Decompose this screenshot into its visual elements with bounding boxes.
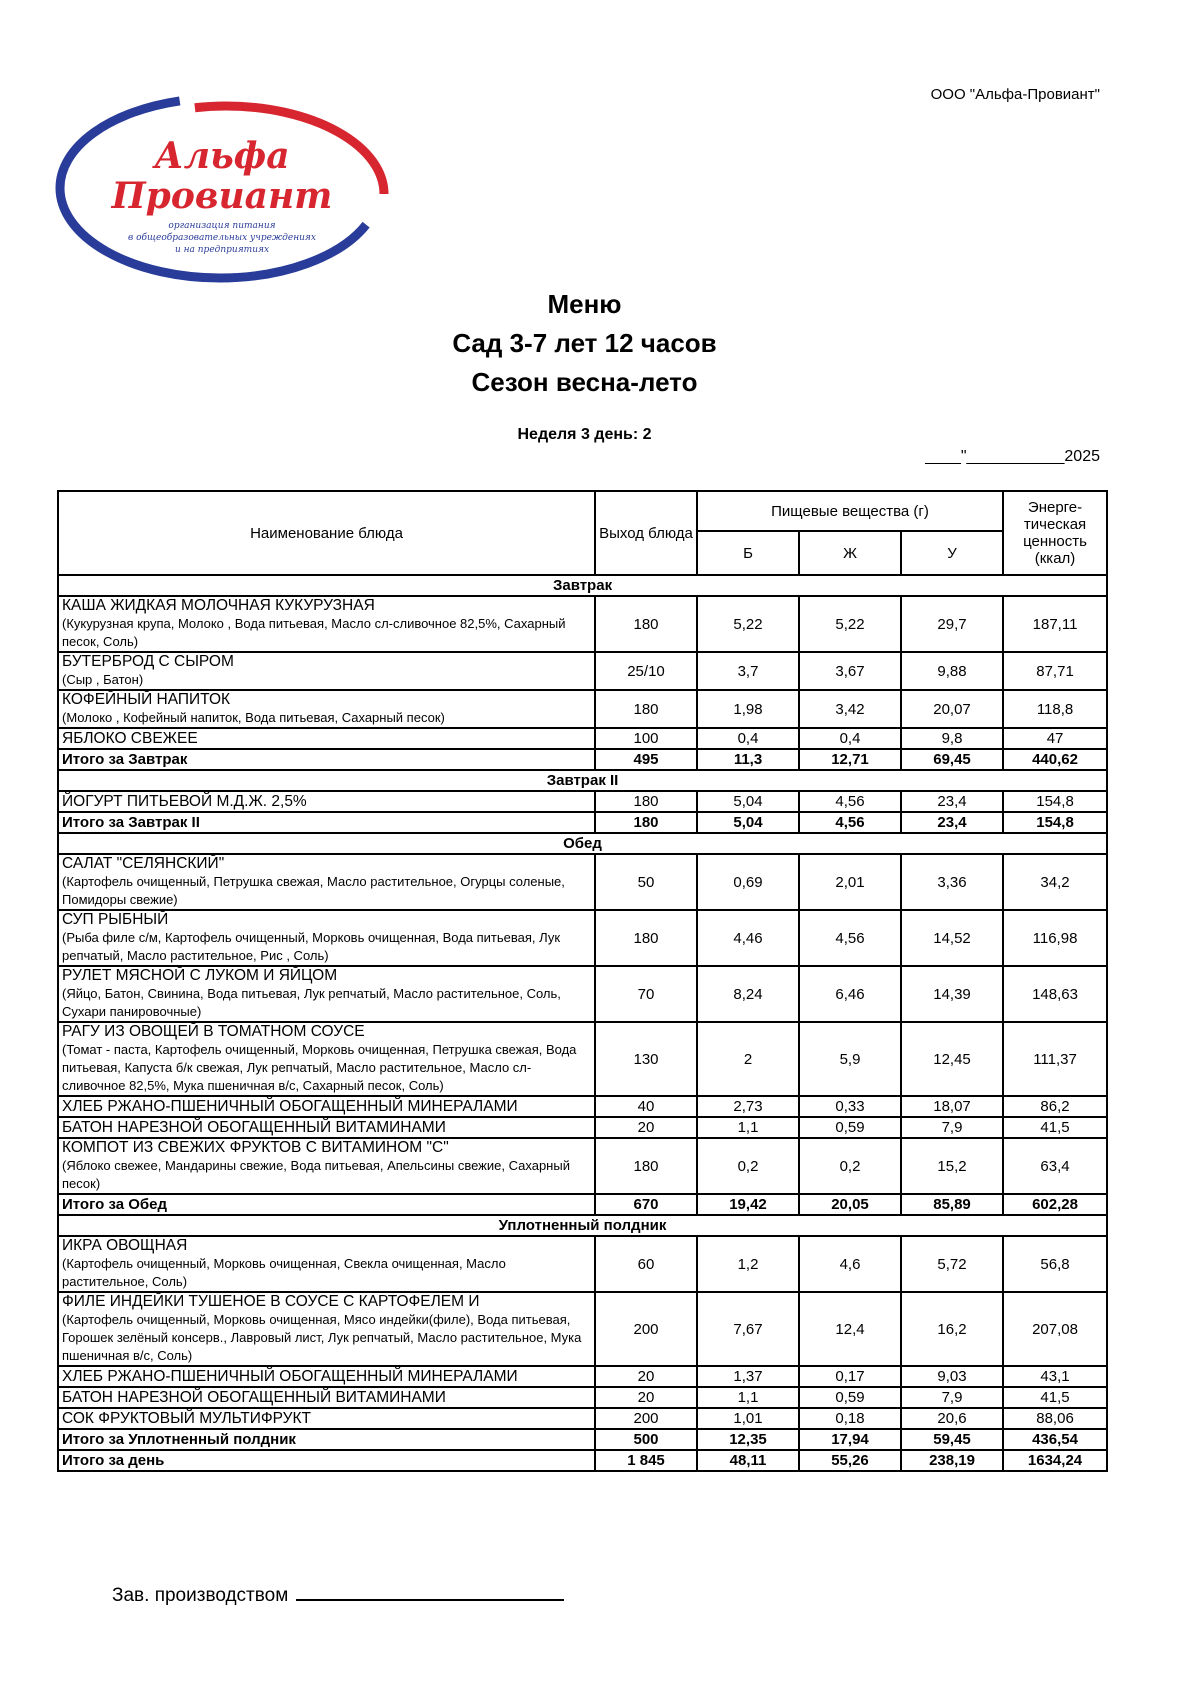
dish-protein: 1,1: [697, 1387, 799, 1408]
dish-row: [58, 1292, 1107, 1366]
dish-name: СУП РЫБНЫЙ: [62, 911, 169, 928]
dish-fat: 4,6: [799, 1236, 901, 1292]
dish-kcal: 88,06: [1003, 1408, 1107, 1429]
week-day-label: Неделя 3 день: 2: [517, 426, 652, 443]
logo-tagline2: в общеобразовательных учреждениях: [128, 233, 316, 243]
dish-ingredients: (Картофель очищенный, Морковь очищенная, Мясо индейки(филе), Вода питьевая, Горошек зелёный консерв., Лавровый лист, Лук репчатый, Масло растительное, Мука пшеничная в/с, Соль): [62, 1312, 582, 1363]
dish-carbs: 12,45: [901, 1022, 1003, 1096]
dish-carbs: 15,2: [901, 1138, 1003, 1194]
dish-ingredients: (Яйцо, Батон, Свинина, Вода питьевая, Лук репчатый, Масло растительное, Соль, Сухари панировочные): [62, 986, 561, 1019]
logo-tagline3: и на предприятиях: [174, 245, 270, 255]
dish-carbs: 18,07: [901, 1096, 1003, 1117]
dish-cell: [58, 1236, 595, 1292]
dish-kcal: 187,11: [1003, 596, 1107, 652]
day-total-label: Итого за день: [58, 1450, 595, 1471]
dish-fat: 0,18: [799, 1408, 901, 1429]
dish-yield: 130: [595, 1022, 697, 1096]
dish-cell: [58, 1138, 595, 1194]
dish-name: ХЛЕБ РЖАНО-ПШЕНИЧНЫЙ ОБОГАЩЕННЫЙ МИНЕРАЛАМИ: [62, 1097, 518, 1115]
dish-kcal: 148,63: [1003, 966, 1107, 1022]
dish-fat: 0,4: [799, 728, 901, 749]
dish-protein: 1,2: [697, 1236, 799, 1292]
dish-ingredients: (Рыба филе с/м, Картофель очищенный, Морковь очищенная, Вода питьевая, Лук репчатый, Масло растительное, Рис , Соль): [62, 930, 561, 963]
header-energy: Энерге-тическая ценность (ккал): [1003, 491, 1107, 575]
day-total-protein: 48,11: [697, 1450, 799, 1471]
dish-protein: 1,98: [697, 690, 799, 728]
dish-fat: 6,46: [799, 966, 901, 1022]
dish-carbs: 23,4: [901, 791, 1003, 812]
dish-cell: [58, 1096, 595, 1117]
dish-row: [58, 728, 1107, 749]
dish-kcal: 118,8: [1003, 690, 1107, 728]
dish-protein: 0,69: [697, 854, 799, 910]
section-title: Завтрак II: [58, 770, 1107, 791]
dish-name: РАГУ ИЗ ОВОЩЕЙ В ТОМАТНОМ СОУСЕ: [62, 1023, 365, 1040]
dish-row: [58, 652, 1107, 690]
dish-yield: 100: [595, 728, 697, 749]
dish-carbs: 7,9: [901, 1387, 1003, 1408]
dish-kcal: 41,5: [1003, 1117, 1107, 1138]
dish-row: [58, 1408, 1107, 1429]
dish-protein: 8,24: [697, 966, 799, 1022]
dish-fat: 12,4: [799, 1292, 901, 1366]
dish-ingredients: (Яблоко свежее, Мандарины свежие, Вода питьевая, Апельсины свежие, Сахарный песок): [62, 1158, 570, 1191]
dish-yield: 40: [595, 1096, 697, 1117]
dish-row: [58, 1366, 1107, 1387]
dish-cell: [58, 910, 595, 966]
page-title: [0, 285, 1169, 402]
header-carbs: У: [901, 531, 1003, 575]
section-total-row: [58, 749, 1107, 770]
dish-row: [58, 1096, 1107, 1117]
dish-protein: 4,46: [697, 910, 799, 966]
dish-row: [58, 596, 1107, 652]
dish-protein: 3,7: [697, 652, 799, 690]
dish-fat: 0,59: [799, 1117, 901, 1138]
dish-name: КОМПОТ ИЗ СВЕЖИХ ФРУКТОВ С ВИТАМИНОМ "С": [62, 1139, 449, 1156]
total-carbs: 69,45: [901, 749, 1003, 770]
day-total-yield: 1 845: [595, 1450, 697, 1471]
total-label: Итого за Завтрак: [58, 749, 595, 770]
dish-row: [58, 1138, 1107, 1194]
dish-name: ФИЛЕ ИНДЕЙКИ ТУШЕНОЕ В СОУСЕ С КАРТОФЕЛЕМ И: [62, 1293, 480, 1310]
dish-row: [58, 854, 1107, 910]
dish-ingredients: (Картофель очищенный, Морковь очищенная, Свекла очищенная, Масло растительное, Соль): [62, 1256, 506, 1289]
dish-carbs: 9,88: [901, 652, 1003, 690]
title-line: Сезон весна-лето: [471, 367, 698, 397]
dish-yield: 200: [595, 1292, 697, 1366]
dish-row: [58, 1236, 1107, 1292]
total-carbs: 85,89: [901, 1194, 1003, 1215]
total-label: Итого за Обед: [58, 1194, 595, 1215]
total-protein: 12,35: [697, 1429, 799, 1450]
dish-name: КАША ЖИДКАЯ МОЛОЧНАЯ КУКУРУЗНАЯ: [62, 597, 375, 614]
dish-name: БАТОН НАРЕЗНОЙ ОБОГАЩЕННЫЙ ВИТАМИНАМИ: [62, 1388, 446, 1406]
section-title: Завтрак: [58, 575, 1107, 596]
day-total-row: [58, 1450, 1107, 1471]
dish-fat: 3,67: [799, 652, 901, 690]
dish-fat: 0,59: [799, 1387, 901, 1408]
title-line: Сад 3-7 лет 12 часов: [452, 328, 717, 358]
dish-yield: 20: [595, 1387, 697, 1408]
dish-fat: 4,56: [799, 910, 901, 966]
day-total-kcal: 1634,24: [1003, 1450, 1107, 1471]
dish-row: [58, 1022, 1107, 1096]
dish-ingredients: (Сыр , Батон): [62, 672, 144, 687]
dish-carbs: 14,52: [901, 910, 1003, 966]
dish-ingredients: (Кукурузная крупа, Молоко , Вода питьевая, Масло сл-сливочное 82,5%, Сахарный песок, Соль): [62, 616, 566, 649]
dish-name: РУЛЕТ МЯСНОЙ С ЛУКОМ И ЯЙЦОМ: [62, 967, 338, 984]
dish-kcal: 34,2: [1003, 854, 1107, 910]
section-header-row: [58, 575, 1107, 596]
header-protein: Б: [697, 531, 799, 575]
section-total-row: [58, 812, 1107, 833]
logo-tagline1: организация питания: [168, 221, 276, 231]
dish-fat: 0,17: [799, 1366, 901, 1387]
total-yield: 495: [595, 749, 697, 770]
dish-row: [58, 910, 1107, 966]
section-header-row: [58, 1215, 1107, 1236]
dish-yield: 180: [595, 910, 697, 966]
dish-protein: 5,04: [697, 791, 799, 812]
company-logo: [50, 90, 395, 295]
dish-cell: [58, 1292, 595, 1366]
dish-protein: 7,67: [697, 1292, 799, 1366]
signature-line: [296, 1598, 564, 1601]
dish-cell: [58, 728, 595, 749]
dish-name: ИКРА ОВОЩНАЯ: [62, 1237, 188, 1254]
dish-cell: [58, 1022, 595, 1096]
total-yield: 670: [595, 1194, 697, 1215]
dish-name: ХЛЕБ РЖАНО-ПШЕНИЧНЫЙ ОБОГАЩЕННЫЙ МИНЕРАЛАМИ: [62, 1367, 518, 1385]
total-carbs: 59,45: [901, 1429, 1003, 1450]
signature-label: Зав. производством: [112, 1585, 289, 1606]
dish-name: ЙОГУРТ ПИТЬЕВОЙ М.Д.Ж. 2,5%: [62, 792, 307, 810]
dish-kcal: 63,4: [1003, 1138, 1107, 1194]
menu-table-body: [58, 575, 1107, 1471]
dish-carbs: 20,6: [901, 1408, 1003, 1429]
title-line: Меню: [547, 289, 622, 319]
dish-yield: 180: [595, 690, 697, 728]
dish-yield: 20: [595, 1366, 697, 1387]
total-fat: 17,94: [799, 1429, 901, 1450]
company-name: ООО "Альфа-Провиант": [930, 86, 1100, 103]
dish-carbs: 20,07: [901, 690, 1003, 728]
dish-fat: 3,42: [799, 690, 901, 728]
dish-carbs: 9,8: [901, 728, 1003, 749]
section-total-row: [58, 1429, 1107, 1450]
dish-ingredients: (Молоко , Кофейный напиток, Вода питьевая, Сахарный песок): [62, 710, 445, 725]
dish-kcal: 111,37: [1003, 1022, 1107, 1096]
dish-cell: [58, 652, 595, 690]
dish-fat: 0,33: [799, 1096, 901, 1117]
header-fat: Ж: [799, 531, 901, 575]
dish-cell: [58, 1387, 595, 1408]
total-fat: 4,56: [799, 812, 901, 833]
logo-name-line2: Провиант: [111, 175, 333, 217]
dish-fat: 5,22: [799, 596, 901, 652]
dish-ingredients: (Картофель очищенный, Петрушка свежая, Масло растительное, Огурцы соленые, Помидоры свежие): [62, 874, 565, 907]
menu-table: [57, 490, 1108, 1472]
total-fat: 20,05: [799, 1194, 901, 1215]
dish-cell: [58, 791, 595, 812]
header-nutrients: Пищевые вещества (г): [697, 491, 1003, 531]
dish-yield: 180: [595, 1138, 697, 1194]
dish-protein: 0,4: [697, 728, 799, 749]
dish-kcal: 116,98: [1003, 910, 1107, 966]
dish-cell: [58, 1366, 595, 1387]
section-title: Обед: [58, 833, 1107, 854]
dish-cell: [58, 966, 595, 1022]
dish-kcal: 207,08: [1003, 1292, 1107, 1366]
dish-yield: 200: [595, 1408, 697, 1429]
dish-protein: 5,22: [697, 596, 799, 652]
dish-name: САЛАТ "СЕЛЯНСКИЙ": [62, 855, 225, 872]
dish-name: КОФЕЙНЫЙ НАПИТОК: [62, 691, 231, 708]
dish-protein: 2: [697, 1022, 799, 1096]
dish-row: [58, 1387, 1107, 1408]
dish-yield: 60: [595, 1236, 697, 1292]
total-protein: 19,42: [697, 1194, 799, 1215]
section-title: Уплотненный полдник: [58, 1215, 1107, 1236]
total-protein: 5,04: [697, 812, 799, 833]
header-yield: Выход блюда: [595, 491, 697, 575]
dish-protein: 1,1: [697, 1117, 799, 1138]
dish-yield: 180: [595, 596, 697, 652]
total-yield: 180: [595, 812, 697, 833]
total-label: Итого за Уплотненный полдник: [58, 1429, 595, 1450]
dish-carbs: 3,36: [901, 854, 1003, 910]
dish-name: СОК ФРУКТОВЫЙ МУЛЬТИФРУКТ: [62, 1409, 312, 1427]
dish-protein: 1,01: [697, 1408, 799, 1429]
dish-kcal: 56,8: [1003, 1236, 1107, 1292]
dish-kcal: 41,5: [1003, 1387, 1107, 1408]
header-dish-name: Наименование блюда: [58, 491, 595, 575]
total-kcal: 440,62: [1003, 749, 1107, 770]
total-kcal: 436,54: [1003, 1429, 1107, 1450]
dish-carbs: 29,7: [901, 596, 1003, 652]
total-protein: 11,3: [697, 749, 799, 770]
dish-row: [58, 966, 1107, 1022]
section-header-row: [58, 770, 1107, 791]
total-yield: 500: [595, 1429, 697, 1450]
dish-cell: [58, 854, 595, 910]
dish-cell: [58, 1408, 595, 1429]
section-header-row: [58, 833, 1107, 854]
dish-kcal: 47: [1003, 728, 1107, 749]
dish-row: [58, 690, 1107, 728]
total-kcal: 602,28: [1003, 1194, 1107, 1215]
dish-name: БУТЕРБРОД С СЫРОМ: [62, 653, 234, 670]
dish-cell: [58, 1117, 595, 1138]
day-total-fat: 55,26: [799, 1450, 901, 1471]
dish-carbs: 9,03: [901, 1366, 1003, 1387]
dish-name: БАТОН НАРЕЗНОЙ ОБОГАЩЕННЫЙ ВИТАМИНАМИ: [62, 1118, 446, 1136]
dish-yield: 70: [595, 966, 697, 1022]
dish-fat: 2,01: [799, 854, 901, 910]
dish-yield: 180: [595, 791, 697, 812]
dish-row: [58, 791, 1107, 812]
dish-cell: [58, 596, 595, 652]
dish-carbs: 5,72: [901, 1236, 1003, 1292]
dish-yield: 50: [595, 854, 697, 910]
section-total-row: [58, 1194, 1107, 1215]
day-total-carbs: 238,19: [901, 1450, 1003, 1471]
dish-protein: 0,2: [697, 1138, 799, 1194]
dish-yield: 20: [595, 1117, 697, 1138]
dish-fat: 0,2: [799, 1138, 901, 1194]
date-field: ____"___________2025: [925, 448, 1100, 465]
dish-fat: 4,56: [799, 791, 901, 812]
total-carbs: 23,4: [901, 812, 1003, 833]
dish-kcal: 86,2: [1003, 1096, 1107, 1117]
dish-kcal: 154,8: [1003, 791, 1107, 812]
total-label: Итого за Завтрак II: [58, 812, 595, 833]
total-kcal: 154,8: [1003, 812, 1107, 833]
dish-kcal: 87,71: [1003, 652, 1107, 690]
dish-protein: 2,73: [697, 1096, 799, 1117]
logo-name-line1: Альфа: [154, 135, 290, 177]
dish-carbs: 16,2: [901, 1292, 1003, 1366]
dish-carbs: 7,9: [901, 1117, 1003, 1138]
dish-kcal: 43,1: [1003, 1366, 1107, 1387]
signature-block: [112, 1585, 564, 1607]
dish-name: ЯБЛОКО СВЕЖЕЕ: [62, 729, 198, 747]
dish-cell: [58, 690, 595, 728]
dish-protein: 1,37: [697, 1366, 799, 1387]
dish-row: [58, 1117, 1107, 1138]
dish-ingredients: (Томат - паста, Картофель очищенный, Морковь очищенная, Петрушка свежая, Вода питьевая, Капуста б/к свежая, Лук репчатый, Масло растительное, Масло сл-сливочное 82,5%, Мука пшеничная в/с, Сахарный песок, Соль): [62, 1042, 577, 1093]
dish-fat: 5,9: [799, 1022, 901, 1096]
total-fat: 12,71: [799, 749, 901, 770]
dish-carbs: 14,39: [901, 966, 1003, 1022]
dish-yield: 25/10: [595, 652, 697, 690]
